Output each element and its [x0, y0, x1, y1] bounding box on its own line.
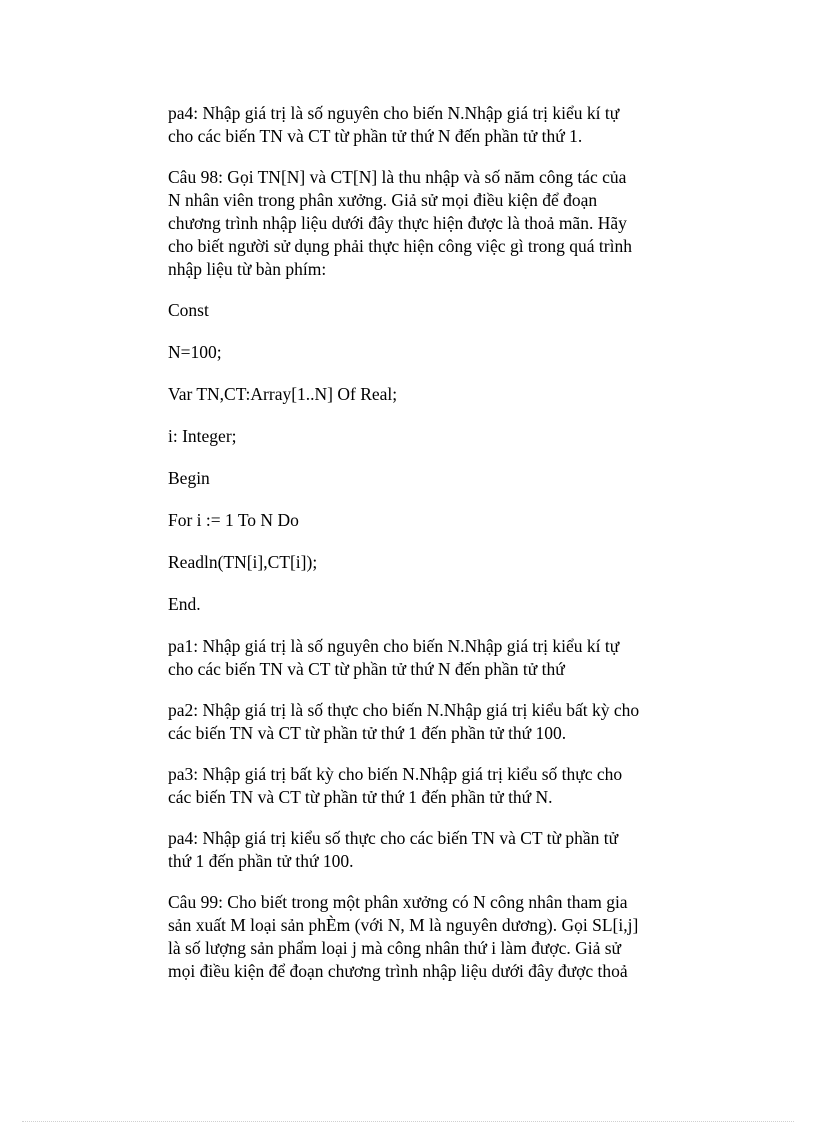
text-line: chương trình nhập liệu dưới đây thực hiện được là thoả mãn. Hãy	[168, 213, 627, 233]
code-line-end: End.	[168, 594, 201, 614]
text-line: pa4: Nhập giá trị kiểu số thực cho các biến TN và CT từ phần tử	[168, 828, 619, 848]
code-line-var: Var TN,CT:Array[1..N] Of Real;	[168, 384, 398, 404]
text-line: cho các biến TN và CT từ phần tử thứ N đến phần tử thứ	[168, 659, 565, 679]
text-line: sản xuất M loại sản phÈm (với N, M là nguyên dương). Gọi SL[i,j]	[168, 915, 639, 935]
text-line: thứ 1 đến phần tử thứ 100.	[168, 851, 354, 871]
answer-option-pa3	[168, 763, 688, 809]
text-line: cho các biến TN và CT từ phần tử thứ N đến phần tử thứ 1.	[168, 126, 583, 146]
code-line-integer: i: Integer;	[168, 426, 237, 446]
text-line: cho biết người sử dụng phải thực hiện công việc gì trong quá trình	[168, 236, 632, 256]
text-line: các biến TN và CT từ phần tử thứ 1 đến phần tử thứ 100.	[168, 723, 567, 743]
text-line: N nhân viên trong phân xưởng. Giả sử mọi điều kiện để đoạn	[168, 190, 598, 210]
code-line-n-decl: N=100;	[168, 342, 222, 362]
answer-option-pa4	[168, 827, 688, 873]
text-line: pa3: Nhập giá trị bất kỳ cho biến N.Nhập giá trị kiểu số thực cho	[168, 764, 623, 784]
text-line: Câu 99: Cho biết trong một phân xưởng có N công nhân tham gia	[168, 892, 628, 912]
text-line: nhập liệu từ bàn phím:	[168, 259, 327, 279]
answer-option-pa1	[168, 635, 688, 681]
text-line: mọi điều kiện để đoạn chương trình nhập liệu dưới đây được thoả	[168, 961, 628, 981]
text-line: pa1: Nhập giá trị là số nguyên cho biến N.Nhập giá trị kiểu kí tự	[168, 636, 620, 656]
code-line-readln: Readln(TN[i],CT[i]);	[168, 552, 318, 572]
text-line: các biến TN và CT từ phần tử thứ 1 đến phần tử thứ N.	[168, 787, 553, 807]
text-line: pa4: Nhập giá trị là số nguyên cho biến N.Nhập giá trị kiểu kí tự	[168, 103, 620, 123]
code-line-for: For i := 1 To N Do	[168, 510, 299, 530]
text-line: pa2: Nhập giá trị là số thực cho biến N.Nhập giá trị kiểu bất kỳ cho	[168, 700, 640, 720]
page-bottom-divider	[22, 1121, 794, 1122]
code-line-const: Const	[168, 300, 209, 320]
document-page	[168, 102, 688, 1001]
answer-option-pa2	[168, 699, 688, 745]
text-line: Câu 98: Gọi TN[N] và CT[N] là thu nhập và số năm công tác của	[168, 167, 627, 187]
question-98	[168, 166, 688, 281]
question-99	[168, 891, 688, 983]
answer-option-pa4-first	[168, 102, 688, 148]
code-line-begin: Begin	[168, 468, 210, 488]
text-line: là số lượng sản phẩm loại j mà công nhân thứ i làm được. Giả sử	[168, 938, 622, 958]
